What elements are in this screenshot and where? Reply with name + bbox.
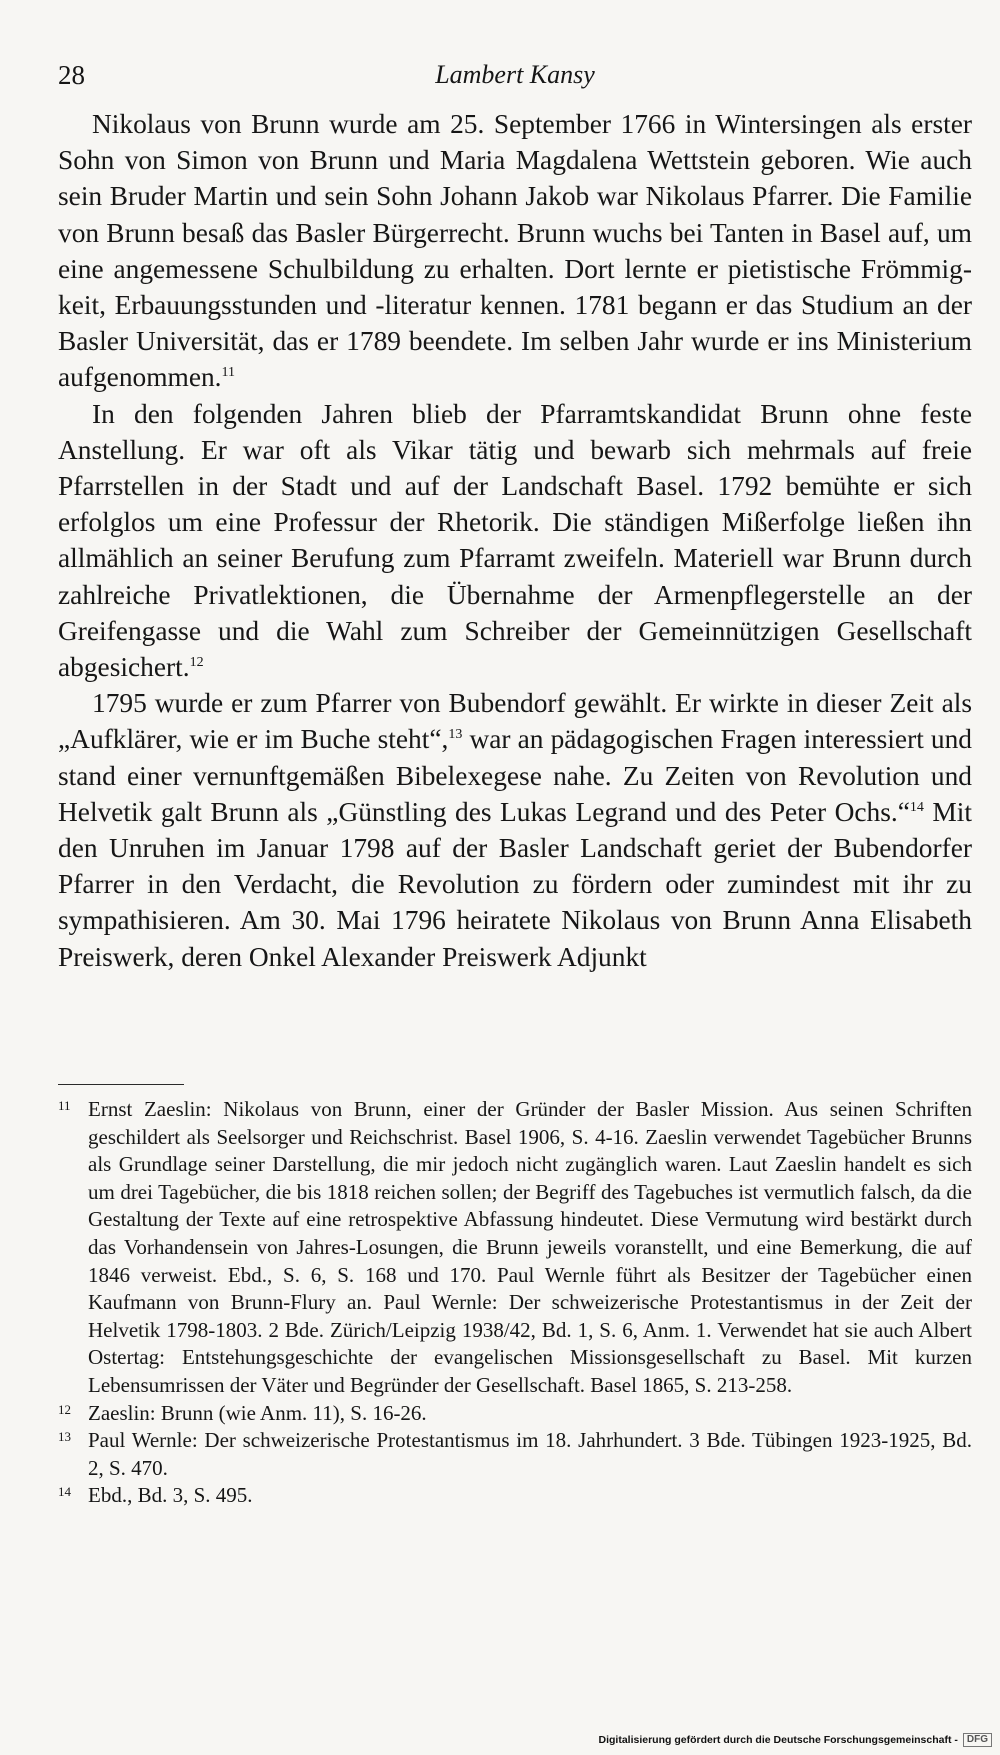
footnote xyxy=(58,1400,972,1428)
text-run: war an pädagogischen Fragen interessiert und stand einer vernunftgemäßen Bibelexegese nahe. Zu Zeiten von Revolution und Helvetik galt Brunn als „Günstling des Lukas Legrand und des Peter Ochs.“ xyxy=(58,724,972,827)
credit-text: Digitalisierung gefördert durch die Deutsche Forschungsgemeinschaft - xyxy=(598,1734,958,1746)
paragraph xyxy=(58,685,972,975)
running-head: Lambert Kansy xyxy=(435,60,595,89)
footnote-number: 14 xyxy=(58,1484,71,1500)
footnote-text: Ernst Zaeslin: Nikolaus von Brunn, einer der Gründer der Basler Mission. Aus seinen Schriften geschildert als Seelsorger und Reichschrist. Basel 1906, S. 4-16. Zaeslin verwendet Tagebücher Brunns als Grundlage seiner Darstellung, die mir jedoch nicht zugänglich waren. Laut Zaeslin handelt es sich um drei Tagebücher, die bis 1818 reichen sollen; der Begriff des Tagebuches ist vermutlich falsch, da die Gestaltung der Texte auf eine retrospektive Abfassung hindeutet. Diese Vermutung wird bestärkt durch das Vorhandensein von Jahres-Losungen, die Brunn jeweils voranstellt, und eine Bemerkung, die auf 1846 verweist. Ebd., S. 6, S. 168 und 170. Paul Wernle führt als Besitzer der Tagebücher einen Kaufmann von Brunn-Flury an. Paul Wernle: Der schweizerische Protestantismus in der Zeit der Helvetik 1798-1803. 2 Bde. Zürich/Leipzig 1938/42, Bd. 1, S. 6, Anm. 1. Verwendet hat sie auch Albert Ostertag: Entstehungsgeschichte der evangelischen Missionsgesellschaft zu Basel. Mit kurzen Lebensumrissen der Väter und Begründer der Gesellschaft. Basel 1865, S. 213-258. xyxy=(88,1097,972,1397)
text-run: In den folgenden Jahren blieb der Pfarramtskandidat Brunn ohne feste Anstellung. Er war oft als Vikar tätig und bewarb sich mehrmals auf freie Pfarrstellen in der Stadt und auf der Landschaft Basel. 1792 bemühte er sich erfolglos um eine Professur der Rhetorik. Die ständigen Mißerfolge ließen ihn allmählich an seiner Berufung zum Pfarramt zweifeln. Materiell war Brunn durch zahlreiche Privatlektionen, die Übernahme der Armenpflegerstelle an der Greifengasse und die Wahl zum Schreiber der Gemeinnützigen Gesellschaft abgesichert. xyxy=(58,398,972,683)
footnote xyxy=(58,1482,972,1510)
text-run: Nikolaus von Brunn wurde am 25. September 1766 in Wintersingen als erster Sohn von Simon von Brunn und Maria Magdalena Wettstein geboren. Wie auch sein Bruder Martin und sein Sohn Johann Jakob war Nikolaus Pfarrer. Die Familie von Brunn besaß das Basler Bürgerrecht. Brunn wuchs bei Tanten in Basel auf, um eine angemessene Schulbildung zu erhalten. Dort lernte er pietistische Frömmigkeit, Erbauungsstunden und -literatur kennen. 1781 begann er das Studium an der Basler Universität, das er 1789 beendete. Im selben Jahr wurde er ins Ministerium aufgenommen. xyxy=(58,109,972,393)
footnote-ref: 14 xyxy=(909,799,924,815)
footnote xyxy=(58,1427,972,1482)
footnote-separator xyxy=(58,1084,184,1085)
footnote-text: Paul Wernle: Der schweizerische Protestantismus im 18. Jahrhundert. 3 Bde. Tübingen 1923-1925, Bd. 2, S. 470. xyxy=(88,1428,972,1480)
dfg-logo: DFG xyxy=(963,1733,992,1747)
digitization-credit xyxy=(599,1733,993,1747)
footnote-number: 13 xyxy=(58,1429,71,1445)
main-text xyxy=(58,106,972,975)
paragraph xyxy=(58,396,972,686)
footnote-ref: 11 xyxy=(221,365,236,381)
page-header xyxy=(58,60,972,100)
page-number: 28 xyxy=(58,60,85,90)
paragraph xyxy=(58,106,972,396)
footnote-text: Ebd., Bd. 3, S. 495. xyxy=(88,1483,253,1508)
footnote-ref: 13 xyxy=(448,727,463,743)
footnote-number: 12 xyxy=(58,1401,71,1417)
footnote-ref: 12 xyxy=(189,655,204,671)
footnote-number: 11 xyxy=(58,1098,71,1113)
footnote-text: Zaeslin: Brunn (wie Anm. 11), S. 16-26. xyxy=(88,1400,427,1425)
footnotes xyxy=(58,1096,972,1510)
text-run: Mit den Unruhen im Januar 1798 auf der Basler Landschaft geriet der Bubendorfer Pfarrer in den Verdacht, die Revolution zu fördern oder zumindest mit ihr zu sympathisieren. Am 30. Mai 1796 heiratete Nikolaus von Brunn Anna Elisabeth Preiswerk, deren Onkel Alexander Preiswerk Adjunkt xyxy=(58,796,972,972)
text-run: 1795 wurde er zum Pfarrer von Bubendorf gewählt. Er wirkte in dieser Zeit als „Aufklärer, wie er im Buche steht“, xyxy=(58,688,972,755)
footnote xyxy=(58,1096,972,1400)
